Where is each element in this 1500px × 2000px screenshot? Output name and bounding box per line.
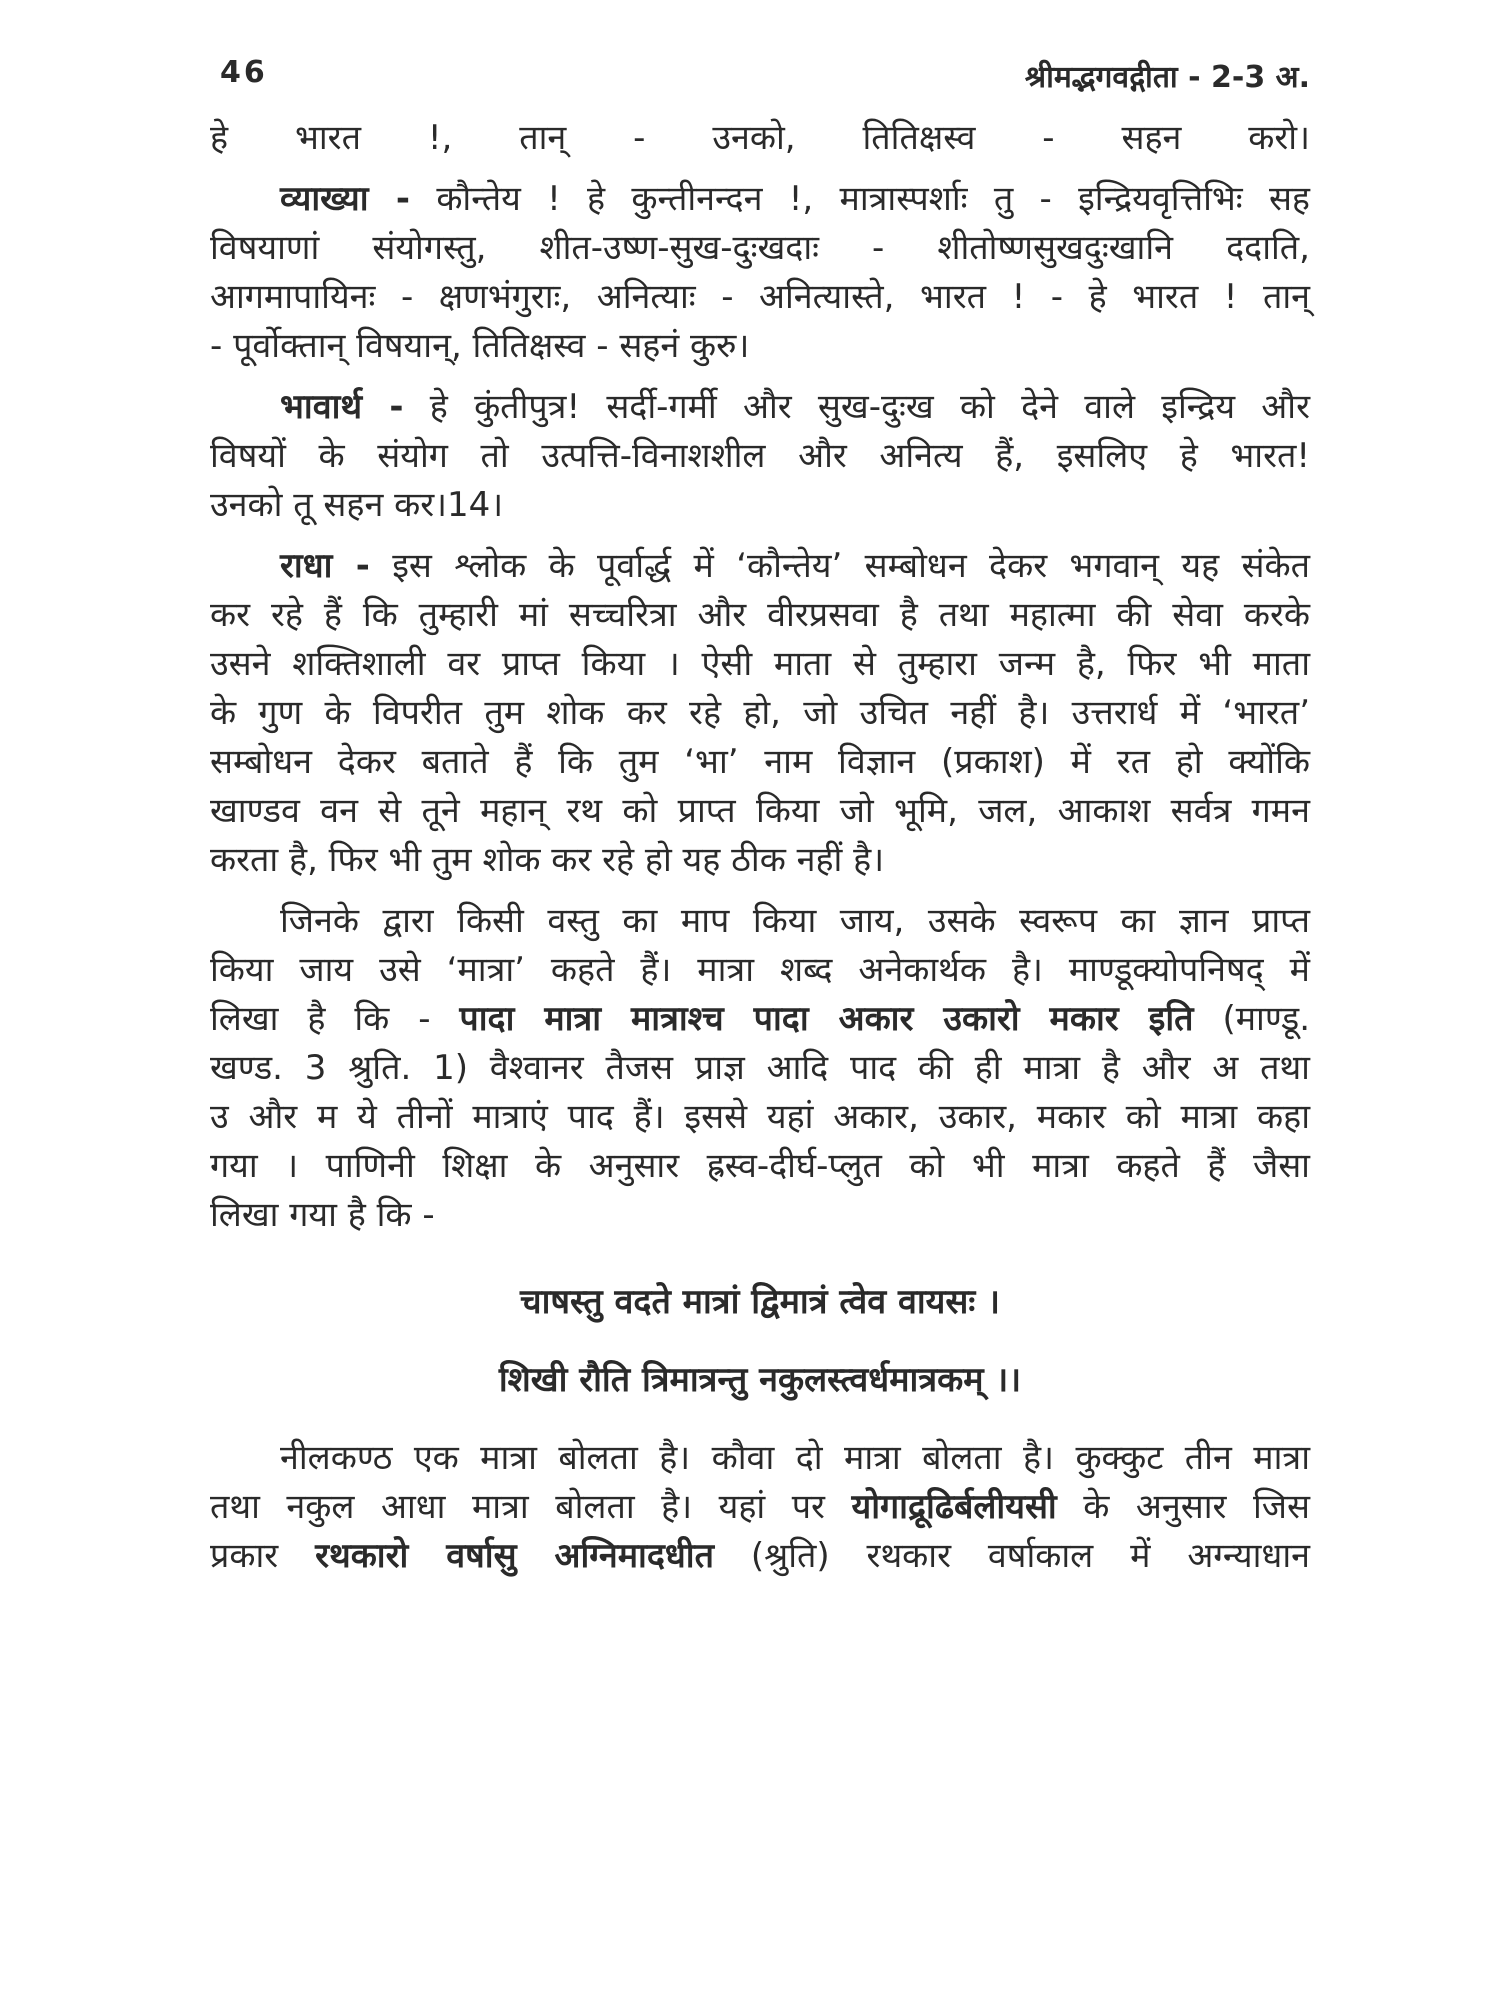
text-line: उनको तू सहन कर।14।	[210, 485, 504, 525]
text-line: उ और म ये तीनों मात्राएं पाद हैं। इससे यहां अकार, उकार, मकार को मात्रा कहा	[210, 1097, 1310, 1137]
section-label-radha: राधा -	[280, 546, 370, 586]
bold-term: योगाद्रूढिर्बलीयसी	[851, 1487, 1057, 1527]
bold-term: रथकारो वर्षासु अग्निमादधीत	[315, 1536, 714, 1576]
text-line: लिखा गया है कि -	[210, 1195, 435, 1235]
text-line: किया जाय उसे ‘मात्रा’ कहते हैं। मात्रा शब्द अनेकार्थक है। माण्डूक्योपनिषद् में	[210, 950, 1310, 990]
text-line: करता है, फिर भी तुम शोक कर रहे हो यह ठीक नहीं है।	[210, 840, 885, 880]
text-line: प्रकार रथकारो वर्षासु अग्निमादधीत (श्रुति) रथकार वर्षाकाल में अग्न्याधान	[210, 1536, 1310, 1576]
text-line: - पूर्वोक्तान् विषयान्, तितिक्षस्व - सहनं कुरु।	[210, 326, 750, 366]
section-label-vyakhya: व्याख्या -	[280, 179, 411, 219]
text-line: हे भारत !, तान् - उनको, तितिक्षस्व - सहन करो।	[210, 118, 1310, 158]
text-line: विषयाणां संयोगस्तु, शीत-उष्ण-सुख-दुःखदाः - शीतोष्णसुखदुःखानि ददाति,	[210, 228, 1310, 268]
verse-line: चाषस्तु वदते मात्रां द्विमात्रं त्वेव वायसः ।	[520, 1282, 1000, 1322]
text-line: विषयों के संयोग तो उत्पत्ति-विनाशशील और अनित्य हैं, इसलिए हे भारत!	[210, 436, 1310, 476]
text-line: गया । पाणिनी शिक्षा के अनुसार ह्रस्व-दीर्घ-प्लुत को भी मात्रा कहते हैं जैसा	[210, 1146, 1310, 1186]
text-line: नीलकण्ठ एक मात्रा बोलता है। कौवा दो मात्रा बोलता है। कुक्कुट तीन मात्रा	[280, 1438, 1310, 1478]
page-header	[210, 55, 1310, 100]
quoted-shruti: पादा मात्रा मात्राश्च पादा अकार उकारो मकार इति	[459, 999, 1194, 1039]
text-line: जिनके द्वारा किसी वस्तु का माप किया जाय, उसके स्वरूप का ज्ञान प्राप्त	[280, 901, 1310, 941]
verse-line: शिखी रौति त्रिमात्रन्तु नकुलस्त्वर्धमात्रकम् ।।	[498, 1360, 1022, 1400]
text-line: राधा - इस श्लोक के पूर्वार्द्ध में ‘कौन्तेय’ सम्बोधन देकर भगवान् यह संकेत	[280, 546, 1310, 586]
text-line: के गुण के विपरीत तुम शोक कर रहे हो, जो उचित नहीं है। उत्तरार्ध में ‘भारत’	[210, 693, 1310, 733]
running-head: श्रीमद्भगवद्गीता - 2-3 अ.	[1024, 60, 1310, 95]
text-line: व्याख्या - कौन्तेय ! हे कुन्तीनन्दन !, मात्रास्पर्शाः तु - इन्द्रियवृत्तिभिः सह	[280, 179, 1310, 219]
text-line: लिखा है कि - पादा मात्रा मात्राश्च पादा अकार उकारो मकार इति (माण्डू.	[210, 999, 1310, 1039]
text-line: उसने शक्तिशाली वर प्राप्त किया । ऐसी माता से तुम्हारा जन्म है, फिर भी माता	[210, 644, 1310, 684]
text-line: कर रहे हैं कि तुम्हारी मां सच्चरित्रा और वीरप्रसवा है तथा महात्मा की सेवा करके	[210, 595, 1310, 635]
text-line: तथा नकुल आधा मात्रा बोलता है। यहां पर योगाद्रूढिर्बलीयसी के अनुसार जिस	[210, 1487, 1310, 1527]
text-line: सम्बोधन देकर बताते हैं कि तुम ‘भा’ नाम विज्ञान (प्रकाश) में रत हो क्योंकि	[210, 742, 1310, 782]
section-label-bhavarth: भावार्थ -	[280, 387, 404, 427]
text-line: खाण्डव वन से तूने महान् रथ को प्राप्त किया जो भूमि, जल, आकाश सर्वत्र गमन	[210, 791, 1310, 831]
page-number: 46	[220, 55, 268, 90]
text-line: भावार्थ - हे कुंतीपुत्र! सर्दी-गर्मी और सुख-दुःख को देने वाले इन्द्रिय और	[280, 387, 1310, 427]
text-line: खण्ड. 3 श्रुति. 1) वैश्वानर तैजस प्राज्ञ आदि पाद की ही मात्रा है और अ तथा	[210, 1048, 1310, 1088]
text-line: आगमापायिनः - क्षणभंगुराः, अनित्याः - अनित्यास्ते, भारत ! - हे भारत ! तान्	[210, 277, 1310, 317]
book-page	[210, 55, 1310, 1985]
